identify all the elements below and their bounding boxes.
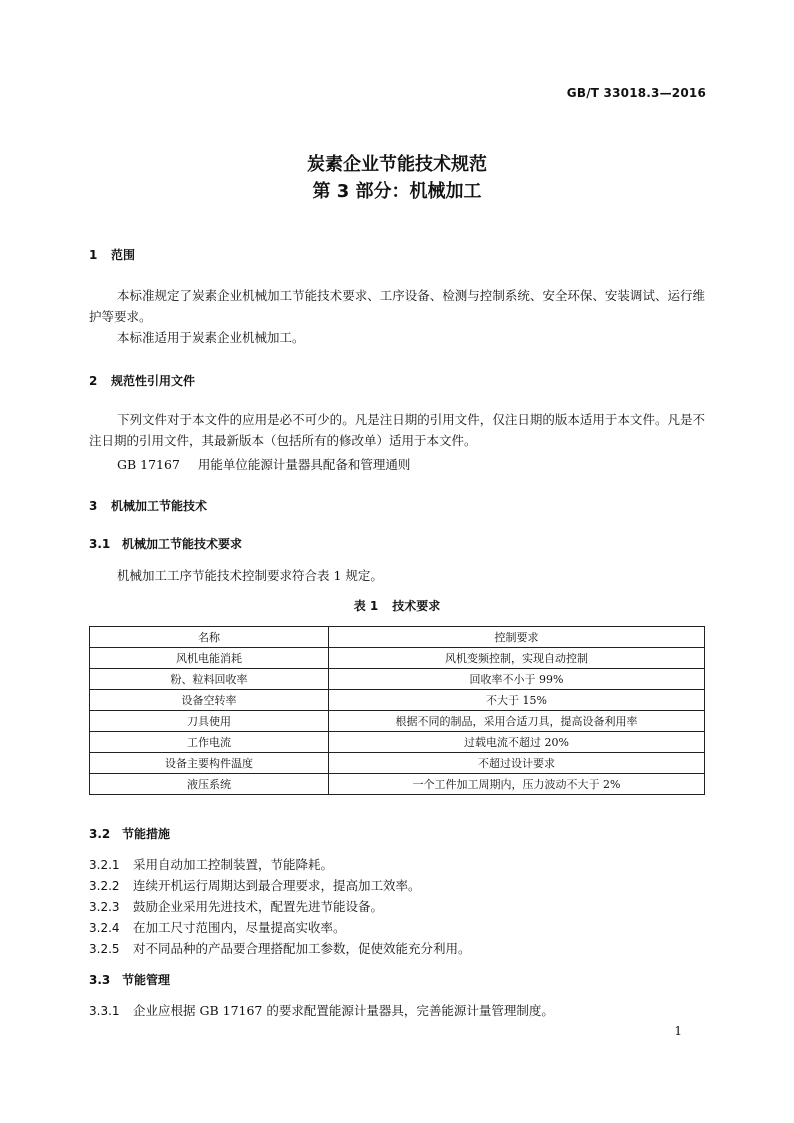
clause-text: 企业应根据 GB 17167 的要求配置能源计量器具，完善能源计量管理制度。 (133, 1003, 554, 1018)
section-title: 机械加工节能技术 (111, 499, 208, 513)
table-cell-requirement: 不大于 15% (329, 690, 705, 711)
clause-number: 3.2.1 (89, 858, 120, 872)
section-number: 3 (89, 499, 98, 513)
clause-number: 3.2.5 (89, 942, 120, 956)
section-title: 规范性引用文件 (111, 374, 196, 388)
table-cell-requirement: 根据不同的制品，采用合适刀具，提高设备利用率 (329, 711, 705, 732)
table-caption (0, 597, 794, 614)
subsection-title: 节能措施 (122, 827, 171, 841)
scope-paragraph-1: 本标准规定了炭素企业机械加工节能技术要求、工序设备、检测与控制系统、安全环保、安装调试、运行维护等要求。 (89, 288, 705, 324)
clause-item (89, 876, 421, 894)
table-title: 技术要求 (392, 599, 441, 613)
clause-number: 3.2.2 (89, 879, 120, 893)
standard-code: GB/T 33018.3—2016 (566, 86, 706, 100)
table-cell-requirement: 不超过设计要求 (329, 753, 705, 774)
table-cell-name: 风机电能消耗 (90, 648, 329, 669)
requirements-intro: 机械加工工序节能技术控制要求符合表 1 规定。 (117, 568, 383, 583)
section-heading-normative-references (89, 372, 195, 389)
subsection-title: 机械加工节能技术要求 (122, 537, 243, 551)
table-row (90, 690, 705, 711)
section-number: 2 (89, 374, 98, 388)
table-cell-name: 设备空转率 (90, 690, 329, 711)
column-header: 控制要求 (329, 627, 705, 648)
clause-text: 采用自动加工控制装置，节能降耗。 (133, 857, 334, 872)
subsection-number: 3.1 (89, 537, 111, 551)
subsection-heading-management (89, 971, 170, 988)
table-row (90, 753, 705, 774)
clause-item (89, 939, 471, 957)
table-cell-requirement: 过载电流不超过 20% (329, 732, 705, 753)
table-label: 表 1 (353, 599, 379, 613)
table-row (90, 711, 705, 732)
clause-text: 连续开机运行周期达到最合理要求，提高加工效率。 (133, 878, 421, 893)
subsection-number: 3.2 (89, 827, 111, 841)
clause-number: 3.3.1 (89, 1004, 120, 1018)
table-header-row (90, 627, 705, 648)
reference-title: 用能单位能源计量器具配备和管理通则 (197, 457, 411, 472)
column-header: 名称 (90, 627, 329, 648)
scope-paragraph-2: 本标准适用于炭素企业机械加工。 (117, 330, 305, 345)
clause-number: 3.2.4 (89, 921, 120, 935)
table-cell-name: 设备主要构件温度 (90, 753, 329, 774)
references-paragraph: 下列文件对于本文件的应用是必不可少的。凡是注日期的引用文件，仅注日期的版本适用于本文件。凡是不注日期的引用文件，其最新版本（包括所有的修改单）适用于本文件。 (89, 412, 705, 448)
page-number: 1 (674, 1024, 682, 1038)
clause-number: 3.2.3 (89, 900, 120, 914)
table-row (90, 774, 705, 795)
table-cell-requirement: 一个工件加工周期内，压力波动不大于 2% (329, 774, 705, 795)
clause-text: 在加工尺寸范围内，尽量提高实收率。 (133, 920, 346, 935)
section-heading-scope (89, 246, 135, 263)
table-cell-name: 液压系统 (90, 774, 329, 795)
subsection-heading-measures (89, 825, 170, 842)
clause-text: 对不同品种的产品要合理搭配加工参数，促使效能充分利用。 (133, 941, 471, 956)
requirements-table (89, 626, 705, 795)
document-subtitle: 第 3 部分：机械加工 (312, 181, 482, 202)
clause-text: 鼓励企业采用先进技术，配置先进节能设备。 (133, 899, 384, 914)
table-row (90, 648, 705, 669)
subsection-heading-requirements (89, 535, 242, 552)
clause-item (89, 897, 383, 915)
table-cell-name: 刀具使用 (90, 711, 329, 732)
table-cell-requirement: 风机变频控制，实现自动控制 (329, 648, 705, 669)
table-cell-name: 工作电流 (90, 732, 329, 753)
table-cell-requirement: 回收率不小于 99% (329, 669, 705, 690)
table-row (90, 732, 705, 753)
clause-item (89, 855, 333, 873)
document-title: 炭素企业节能技术规范 (307, 154, 487, 175)
table-row (90, 669, 705, 690)
clause-item (89, 1001, 554, 1019)
section-number: 1 (89, 248, 98, 262)
reference-entry (117, 455, 410, 473)
subsection-number: 3.3 (89, 973, 111, 987)
section-title: 范围 (111, 248, 136, 262)
section-heading-machining-tech (89, 497, 207, 514)
clause-item (89, 918, 346, 936)
subsection-title: 节能管理 (122, 973, 171, 987)
reference-code: GB 17167 (117, 457, 180, 472)
table-cell-name: 粉、粒料回收率 (90, 669, 329, 690)
